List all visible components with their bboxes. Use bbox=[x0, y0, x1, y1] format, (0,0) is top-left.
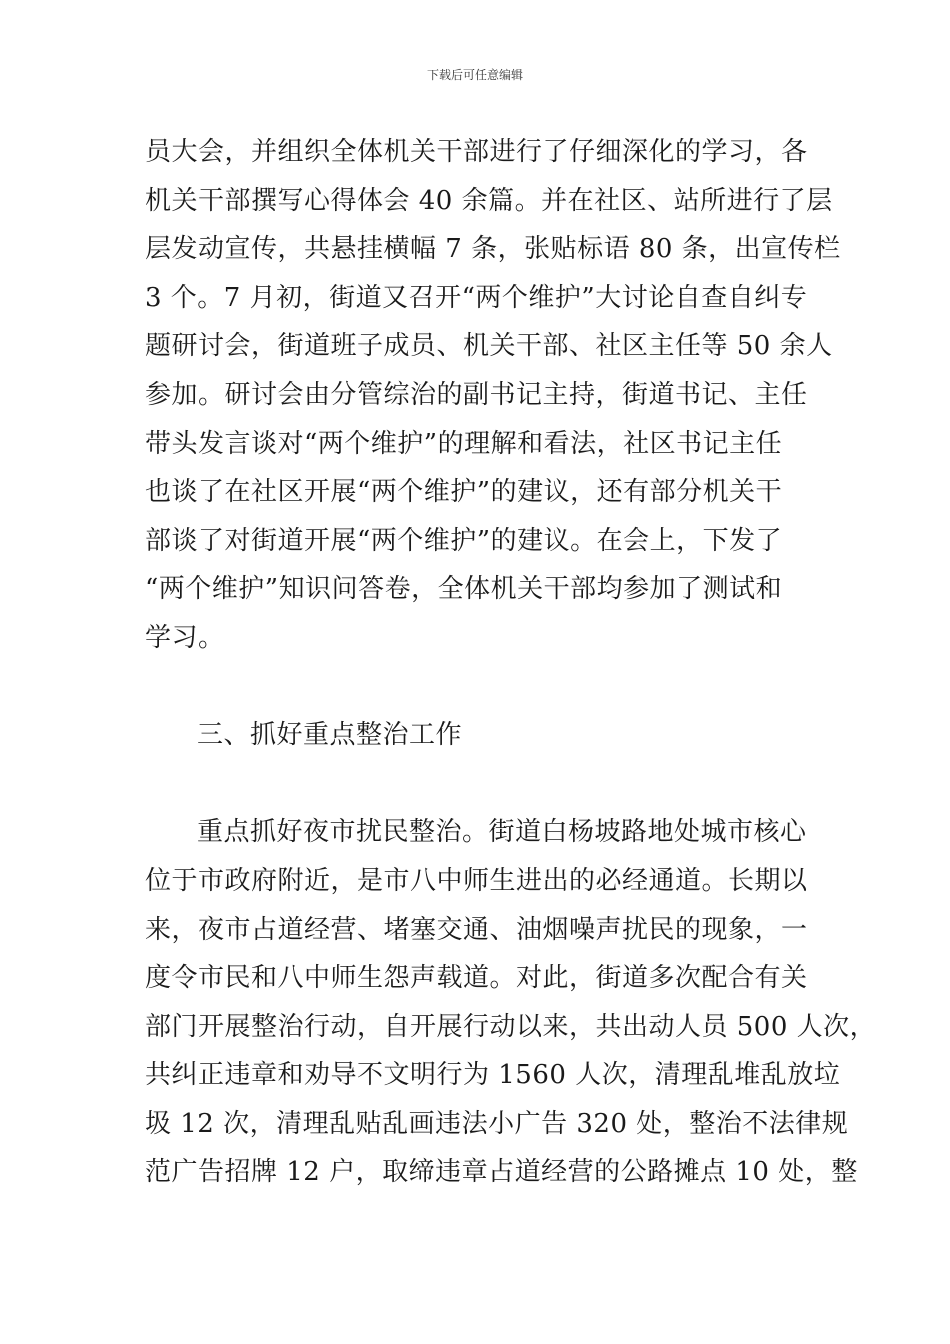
paragraph-line: 也谈了在社区开展“两个维护”的建议，还有部分机关干 bbox=[145, 477, 783, 508]
paragraph-line: 带头发言谈对“两个维护”的理解和看法，社区书记主任 bbox=[145, 428, 783, 459]
paragraph-line: 范广告招牌 12 户，取缔违章占道经营的公路摊点 10 处，整 bbox=[145, 1157, 858, 1188]
paragraph-line: 学习。 bbox=[145, 622, 225, 653]
paragraph-line: 层发动宣传，共悬挂横幅 7 条，张贴标语 80 条，出宣传栏 bbox=[145, 234, 841, 265]
paragraph-line: 题研讨会，街道班子成员、机关干部、社区主任等 50 余人 bbox=[145, 331, 833, 362]
paragraph-line: 位于市政府附近，是市八中师生进出的必经通道。长期以 bbox=[145, 865, 808, 896]
paragraph-line: “两个维护”知识问答卷，全体机关干部均参加了测试和 bbox=[145, 574, 783, 605]
paragraph-line: 参加。研讨会由分管综治的副书记主持，街道书记、主任 bbox=[145, 379, 808, 410]
page-header-text: 下载后可任意编辑 bbox=[426, 68, 523, 82]
paragraph-2 bbox=[145, 808, 877, 1197]
paragraph-line: 部门开展整治行动，自开展行动以来，共出动人员 500 人次， bbox=[145, 1011, 877, 1042]
spacer bbox=[145, 663, 835, 712]
section-heading: 三、抓好重点整治工作 bbox=[197, 720, 463, 751]
paragraph-line: 度令市民和八中师生怨声载道。对此，街道多次配合有关 bbox=[145, 963, 808, 994]
paragraph-line: 重点抓好夜市扰民整治。街道白杨坡路地处城市核心 bbox=[197, 817, 807, 848]
paragraph-1 bbox=[145, 128, 841, 663]
paragraph-line: 共纠正违章和劝导不文明行为 1560 人次，清理乱堆乱放垃 bbox=[145, 1060, 841, 1091]
spacer bbox=[145, 760, 835, 809]
paragraph-line: 机关干部撰写心得体会 40 余篇。并在社区、站所进行了层 bbox=[145, 185, 833, 216]
paragraph-line: 来，夜市占道经营、堵塞交通、油烟噪声扰民的现象，一 bbox=[145, 914, 808, 945]
paragraph-line: 部谈了对街道开展“两个维护”的建议。在会上，下发了 bbox=[145, 525, 783, 556]
document-body bbox=[145, 128, 877, 1197]
paragraph-line: 3 个。7 月初，街道又召开“两个维护”大讨论自查自纠专 bbox=[145, 282, 808, 313]
paragraph-line: 圾 12 次，清理乱贴乱画违法小广告 320 处，整治不法律规 bbox=[145, 1108, 849, 1139]
paragraph-line: 员大会，并组织全体机关干部进行了仔细深化的学习，各 bbox=[145, 137, 808, 167]
